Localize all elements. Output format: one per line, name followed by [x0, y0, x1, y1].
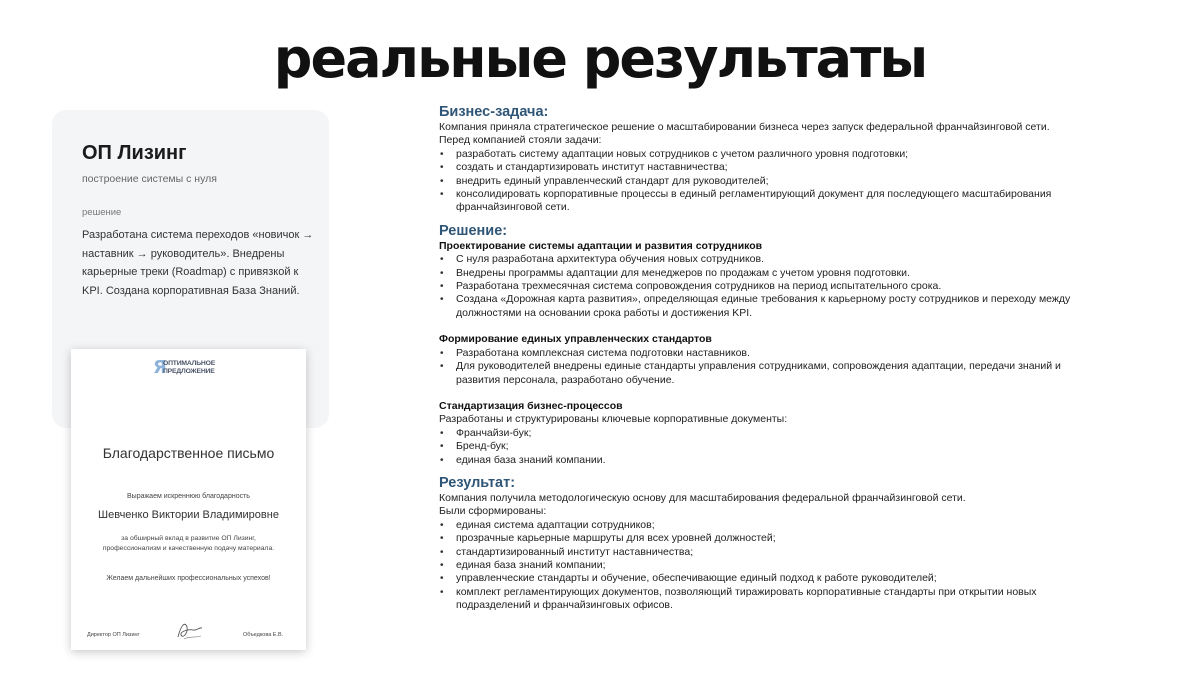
case-content	[439, 104, 1079, 613]
solution-block3-lead: Разработаны и структурированы ключевые корпоративные документы:	[439, 413, 788, 426]
solution-label: решение	[82, 207, 122, 218]
solution-block1-list	[439, 253, 1079, 320]
letter-contribution: за обширный вклад в развитие ОП Лизинг, профессионализм и качественную подачу материала.	[102, 535, 275, 552]
list-item: • Бренд-бук;	[439, 440, 1079, 453]
list-item: • Разработана трехмесячная система сопровождения сотрудников на период испытательного срока.	[439, 280, 1079, 293]
company-logo	[153, 358, 253, 378]
list-item: • разработать систему адаптации новых сотрудников с учетом различного уровня подготовки;	[439, 148, 1079, 161]
list-item: • внедрить единый управленческий стандарт для руководителей;	[439, 175, 1079, 188]
task-intro: Компания приняла стратегическое решение о масштабировании бизнеса через запуск федеральной франчайзинговой сети.	[439, 121, 1050, 133]
list-item: • комплект регламентирующих документов, позволяющий тиражировать корпоративные стандарты при открытии новых подразделений и франчайзинговых офисов.	[439, 586, 1079, 613]
company-name: ОП Лизинг	[82, 142, 187, 164]
list-item: • Франчайзи-бук;	[439, 427, 1079, 440]
list-item: • С нуля разработана архитектура обучения новых сотрудников.	[439, 253, 1079, 266]
case-subtitle: построение системы с нуля	[82, 173, 217, 185]
list-item: • единая база знаний компании.	[439, 454, 1079, 467]
list-item: • стандартизированный институт наставничества;	[439, 546, 1079, 559]
solution-block1-title: Проектирование системы адаптации и развития сотрудников	[439, 239, 763, 252]
letter-heading: Благодарственное письмо	[102, 445, 275, 461]
task-list	[439, 148, 1079, 215]
task-lead: Перед компанией стояли задачи:	[439, 134, 602, 147]
list-item: • создать и стандартизировать институт наставничества;	[439, 161, 1079, 174]
solution-block3-list	[439, 427, 1079, 467]
list-item: • Разработана комплексная система подготовки наставников.	[439, 347, 1079, 360]
letter-gratitude: Выражаем искреннюю благодарность	[127, 493, 250, 500]
solution-block2-title: Формирование единых управленческих стандартов	[439, 333, 712, 346]
signer-role: Директор ОП Лизинг	[87, 632, 140, 638]
solution-block3-title: Стандартизация бизнес-процессов	[439, 399, 623, 412]
task-heading: Бизнес-задача:	[439, 104, 549, 120]
letter-recipient: Шевченко Виктории Владимировне	[98, 509, 279, 521]
letter-wish: Желаем дальнейших профессиональных успехов!	[106, 575, 271, 582]
signer-name: Объедкова Е.В.	[243, 632, 284, 638]
page-title: реальные результаты	[273, 27, 927, 90]
list-item: • единая система адаптации сотрудников;	[439, 519, 1079, 532]
result-lead: Были сформированы:	[439, 505, 547, 518]
solution-heading: Решение:	[439, 222, 508, 239]
logo-mark-icon: Я	[153, 357, 167, 378]
solution-description: Разработана система переходов «новичок → наставник → руководитель». Внедрены карьерные треки (Roadmap) с привязкой к KPI. Создана корпоративная База Знаний.	[82, 229, 314, 297]
result-list	[439, 519, 1079, 613]
result-heading: Результат:	[439, 474, 516, 491]
solution-block2-list	[439, 347, 1079, 387]
list-item: • Для руководителей внедрены единые стандарты управления сотрудниками, сопровождения адаптации, передачи знаний и развития персонала, разработано обучение.	[439, 360, 1079, 387]
result-intro: Компания получила методологическую основу для масштабирования федеральной франчайзинговой сети.	[439, 491, 966, 504]
thank-you-letter	[71, 349, 306, 650]
list-item: • Внедрены программы адаптации для менеджеров по продажам с учетом уровня подготовки.	[439, 267, 1079, 280]
list-item: • управленческие стандарты и обучение, обеспечивающие единый подход к работе руководителей;	[439, 572, 1079, 585]
logo-text: ОПТИМАЛЬНОЕ ПРЕДЛОЖЕНИЕ	[163, 360, 216, 375]
list-item: • Создана «Дорожная карта развития», определяющая единые требования к карьерному росту сотрудников и переходу между должностями на основании срока работы и достижения KPI.	[439, 293, 1079, 320]
list-item: • прозрачные карьерные маршруты для всех уровней должностей;	[439, 532, 1079, 545]
list-item: • консолидировать корпоративные процессы в единый регламентирующий документ для последующего масштабирования франчайзинговой сети.	[439, 188, 1079, 215]
list-item: • единая база знаний компании;	[439, 559, 1079, 572]
signature-icon	[175, 617, 205, 643]
